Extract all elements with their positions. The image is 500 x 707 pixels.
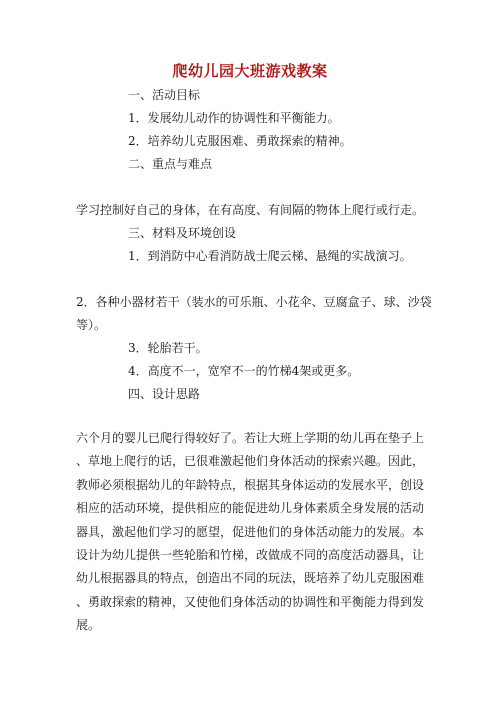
material-item-2-line-2: 等）。 [76, 318, 107, 332]
document-title: 爬幼儿园大班游戏教案 [172, 62, 328, 80]
design-paragraph [76, 427, 424, 638]
design-line: 、勇敢探索的精神，又使他们身体活动的协调性和平衡能力得到发 [76, 594, 425, 609]
goal-item-2: 2．培养幼儿克服困难、勇敢探索的精神。 [128, 134, 352, 148]
section-heading-goals: 一、活动目标 [128, 88, 201, 102]
design-line: 相应的活动环境，提供相应的能促进幼儿身体素质全身发展的活动 [76, 501, 425, 516]
key-points-text: 学习控制好自己的身体，在有高度、有间隔的物体上爬行或行走。 [76, 203, 425, 217]
design-line: 、草地上爬行的话，已很难激起他们身体活动的探索兴趣。因此， [76, 454, 425, 469]
material-item-3: 3．轮胎若干。 [128, 341, 208, 355]
design-line: 设计为幼儿提供一些轮胎和竹梯，改做成不同的高度活动器具，让 [76, 548, 425, 563]
design-line: 器具，激起他们学习的愿望，促进他们的身体活动能力的发展。本 [76, 524, 425, 539]
design-line: 教师必须根据幼儿的年龄特点，根据其身体运动的发展水平，创设 [76, 477, 425, 492]
section-heading-design: 四、设计思路 [128, 387, 201, 401]
section-heading-materials: 三、材料及环境创设 [128, 226, 237, 240]
design-line: 展。 [76, 618, 101, 633]
material-item-4: 4．高度不一，宽窄不一的竹梯4架或更多。 [128, 364, 360, 378]
design-line: 幼儿根据器具的特点，创造出不同的玩法，既培养了幼儿克服困难 [76, 571, 425, 586]
material-item-1: 1．到消防中心看消防战士爬云梯、悬绳的实战演习。 [128, 249, 412, 263]
goal-item-1: 1．发展幼儿动作的协调性和平衡能力。 [128, 111, 340, 125]
design-line: 六个月的婴儿已爬行得较好了。若让大班上学期的幼儿再在垫子上 [76, 431, 425, 445]
section-heading-key-points: 二、重点与难点 [128, 157, 213, 171]
material-item-2-line-1: 2．各种小器材若干（装水的可乐瓶、小花伞、豆腐盒子、球、沙袋 [76, 295, 432, 309]
